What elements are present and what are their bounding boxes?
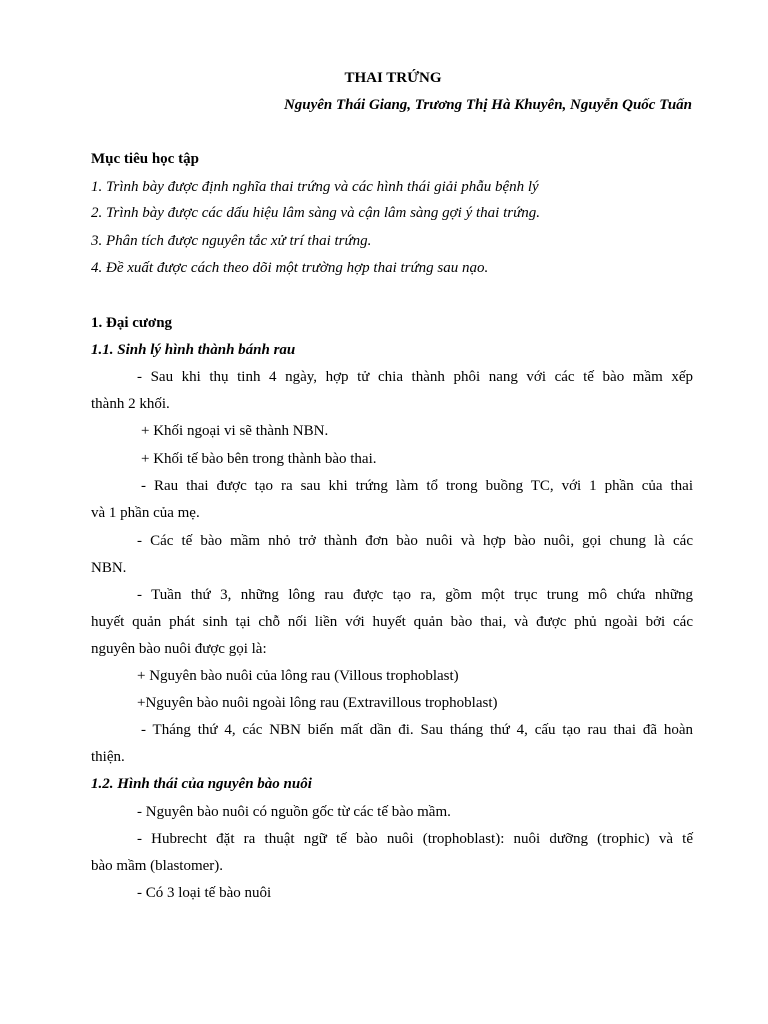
paragraph-line: - Các tế bào mầm nhỏ trở thành đơn bào nuôi và hợp bào nuôi, gọi chung là các	[137, 533, 693, 549]
document-title: THAI TRỨNG	[344, 70, 442, 86]
paragraph-line: - Tuần thứ 3, những lông rau được tạo ra, gồm một trục trung mô chứa những	[137, 587, 693, 603]
paragraph-line: NBN.	[91, 560, 127, 576]
paragraph-line: +Nguyên bào nuôi ngoài lông rau (Extravillous trophoblast)	[137, 695, 498, 711]
objective-item: 3. Phân tích được nguyên tắc xử trí thai trứng.	[91, 233, 372, 249]
objective-item: 1. Trình bày được định nghĩa thai trứng và các hình thái giải phẫu bệnh lý	[91, 179, 539, 195]
authors-line: Nguyên Thái Giang, Trương Thị Hà Khuyên, Nguyễn Quốc Tuấn	[283, 97, 692, 113]
paragraph-line: bào mầm (blastomer).	[91, 858, 224, 874]
paragraph-line: - Hubrecht đặt ra thuật ngữ tế bào nuôi (trophoblast): nuôi dưỡng (trophic) và tế	[137, 831, 693, 847]
paragraph-line: - Có 3 loại tế bào nuôi	[137, 885, 272, 901]
paragraph-line: + Khối tế bào bên trong thành bào thai.	[141, 451, 377, 467]
paragraph-line: - Tháng thứ 4, các NBN biến mất dần đi. Sau tháng thứ 4, cấu tạo rau thai đã hoàn	[141, 722, 693, 738]
subsection-heading: 1.2. Hình thái của nguyên bào nuôi	[91, 776, 312, 792]
section-heading: 1. Đại cương	[91, 315, 173, 331]
objective-item: 4. Đề xuất được cách theo dõi một trường hợp thai trứng sau nạo.	[91, 260, 489, 276]
paragraph-line: thiện.	[91, 749, 125, 765]
paragraph-line: + Nguyên bào nuôi của lông rau (Villous trophoblast)	[137, 668, 459, 684]
paragraph-line: huyết quản phát sinh tại chỗ nối liền với huyết quản bào thai, và được phủ ngoài bởi các	[91, 614, 693, 630]
paragraph-line: và 1 phần của mẹ.	[91, 505, 200, 521]
paragraph-line: nguyên bào nuôi được gọi là:	[91, 641, 267, 657]
objective-item: 2. Trình bày được các dấu hiệu lâm sàng và cận lâm sàng gợi ý thai trứng.	[91, 205, 541, 221]
objectives-heading: Mục tiêu học tập	[91, 151, 199, 167]
paragraph-line: thành 2 khối.	[91, 396, 170, 412]
paragraph-line: + Khối ngoại vi sẽ thành NBN.	[141, 423, 329, 439]
paragraph-line: - Sau khi thụ tinh 4 ngày, hợp tử chia thành phôi nang với các tế bào mầm xếp	[137, 369, 693, 385]
paragraph-line: - Nguyên bào nuôi có nguồn gốc từ các tế bào mầm.	[137, 804, 451, 820]
paragraph-line: - Rau thai được tạo ra sau khi trứng làm tổ trong buồng TC, với 1 phần của thai	[141, 478, 693, 494]
subsection-heading: 1.1. Sinh lý hình thành bánh rau	[91, 342, 296, 358]
